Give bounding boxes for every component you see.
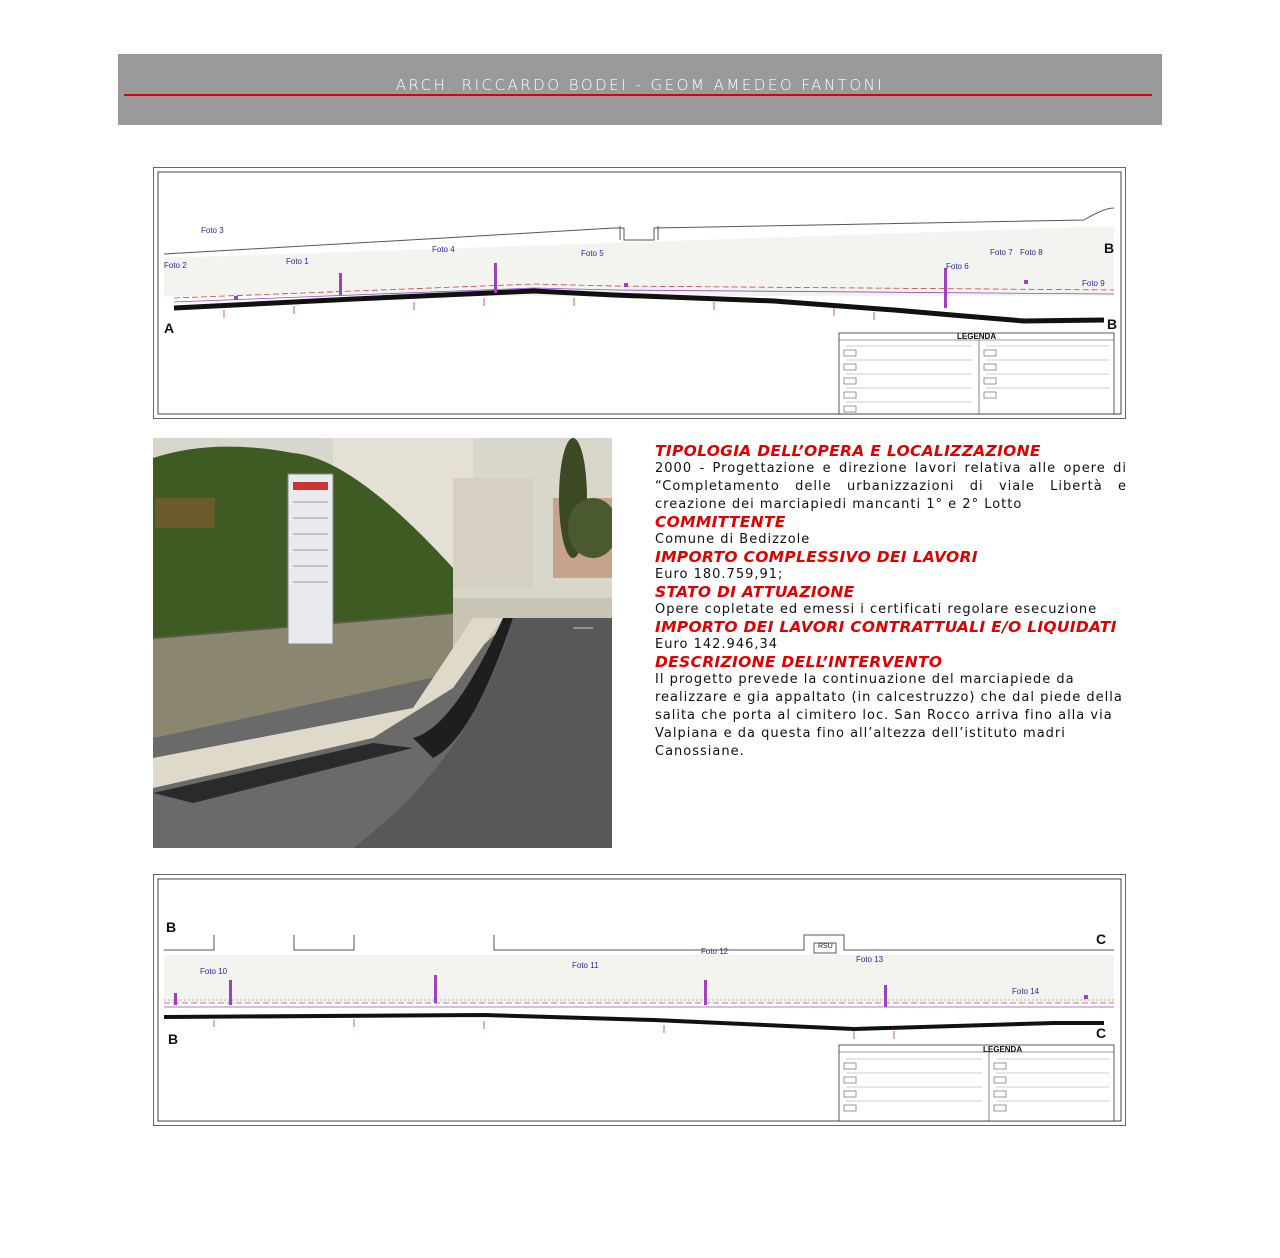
foto-label: Foto 11 <box>572 961 599 970</box>
section-label-a: A <box>164 320 175 336</box>
foto-label: Foto 6 <box>946 262 969 271</box>
foto-label: Foto 14 <box>1012 987 1040 996</box>
page-header <box>118 54 1162 125</box>
committente-heading: COMMITTENTE <box>655 513 786 531</box>
section-label-b-top: B <box>166 919 177 935</box>
tipologia-text: 2000 - Progettazione e direzione lavori relativa alle opere di “Completamento delle urbanizzazioni di viale Libertà e creazione dei marciapiedi mancanti 1° e 2° Lotto <box>655 461 1127 512</box>
header-title: ARCH. RICCARDO BODEI - GEOM AMEDEO FANTONI <box>395 76 885 94</box>
foto-label: Foto 13 <box>856 955 884 964</box>
section-label-b-bottom: B <box>1107 316 1118 332</box>
foto-label: Foto 9 <box>1082 279 1105 288</box>
importo-text: Euro 180.759,91; <box>655 567 784 582</box>
contrattuali-text: Euro 142.946,34 <box>655 637 779 652</box>
legend-title: LEGENDA <box>983 1045 1023 1054</box>
project-info <box>655 443 1127 761</box>
section-label-c-bottom: C <box>1096 1025 1107 1041</box>
section-label-b-bottom: B <box>168 1031 179 1047</box>
site-photo <box>153 438 612 848</box>
foto-label: Foto 7 <box>990 248 1013 257</box>
foto-label: Foto 8 <box>1020 248 1043 257</box>
importo-heading: IMPORTO COMPLESSIVO DEI LAVORI <box>655 548 978 566</box>
foto-label: Foto 3 <box>201 226 224 235</box>
section-label-c-top: C <box>1096 931 1107 947</box>
street-photo-illustration <box>153 438 612 848</box>
tipologia-heading: TIPOLOGIA DELL’OPERA E LOCALIZZAZIONE <box>655 442 1041 460</box>
site-plan-section-b-c <box>153 874 1126 1126</box>
site-plan-drawing <box>154 875 1125 1125</box>
foto-label: Foto 2 <box>164 261 187 270</box>
site-plan-section-a-b <box>153 167 1126 419</box>
committente-text: Comune di Bedizzole <box>655 532 811 547</box>
foto-label: Foto 5 <box>581 249 604 258</box>
foto-label: Foto 4 <box>432 245 455 254</box>
contrattuali-heading: IMPORTO DEI LAVORI CONTRATTUALI E/O LIQUIDATI <box>655 618 1117 636</box>
legend-title: LEGENDA <box>957 332 997 341</box>
foto-label: Foto 1 <box>286 257 309 266</box>
descrizione-heading: DESCRIZIONE DELL’INTERVENTO <box>655 653 943 671</box>
site-plan-drawing <box>154 168 1125 418</box>
stato-text: Opere copletate ed emessi i certificati regolare esecuzione <box>655 602 1098 617</box>
foto-label: Foto 10 <box>200 967 228 976</box>
header-red-rule <box>124 94 1152 96</box>
section-label-b-top: B <box>1104 240 1115 256</box>
stato-heading: STATO DI ATTUAZIONE <box>655 583 855 601</box>
foto-label: Foto 12 <box>701 947 729 956</box>
descrizione-text: Il progetto prevede la continuazione del marciapiede da realizzare e gia appaltato (in calcestruzzo) che dal piede della salita che porta al cimitero loc. San Rocco arriva fino alla via Valpiana e da questa fino all’altezza dell’istituto madri Canossiane. <box>655 672 1123 759</box>
rsu-label: RSU <box>818 943 833 950</box>
